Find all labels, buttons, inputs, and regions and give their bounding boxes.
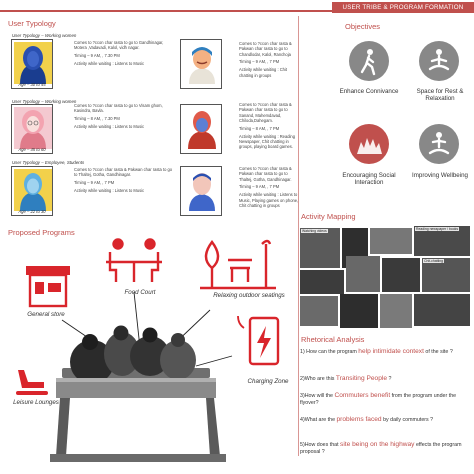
activity-photo-11 bbox=[380, 294, 412, 328]
battery-charging-icon bbox=[238, 316, 278, 364]
persona-5-route: Comes to ?ccon char rasta & Pakwan char rasta to go to Sanand, Mahemdavad, Chiloda,Dahegam. bbox=[239, 102, 292, 123]
persona-1-activity: Activity while waiting : Listens to Music bbox=[74, 61, 145, 67]
persona-6-avatar bbox=[180, 166, 222, 216]
crowd-icon bbox=[349, 124, 389, 164]
persona-4-timing: Timing – 9 AM, , 7 PM bbox=[239, 59, 280, 65]
persona-4-route: Comes to ?ccon char rasta & Pakwan char rasta to go to Chandlodar, Kalol, Ranchoja bbox=[239, 41, 292, 57]
activity-photo-9 bbox=[300, 296, 338, 326]
park-bench-icon bbox=[200, 241, 276, 288]
activity-photo-10 bbox=[340, 294, 378, 328]
persona-2-activity: Activity while waiting : Listens to Music bbox=[74, 124, 145, 130]
objective-3-label: Encouraging Social Interaction bbox=[342, 172, 396, 187]
persona-4-details bbox=[239, 41, 299, 81]
persona-6-timing: Timing – 9 AM, , 7 PM bbox=[239, 184, 280, 190]
lounge-chair-icon bbox=[16, 370, 48, 395]
activity-photo-7 bbox=[382, 258, 420, 292]
objective-2-label: Space for Rest & Relaxation bbox=[416, 88, 464, 103]
persona-5-avatar bbox=[180, 104, 222, 154]
store-icon bbox=[26, 266, 70, 306]
student-avatar-icon bbox=[14, 169, 52, 211]
meditation-icon bbox=[419, 41, 459, 81]
caption-chit-chatting: Chit-chatting bbox=[424, 259, 444, 263]
persona-1-details bbox=[74, 40, 174, 69]
program-outdoor-seating-label: Relaxing outdoor seatings bbox=[213, 292, 285, 299]
activity-photo-3 bbox=[370, 228, 412, 254]
man-avatar-icon bbox=[183, 107, 221, 149]
young-man-avatar-icon bbox=[183, 169, 221, 211]
man-mustache-avatar-icon bbox=[183, 42, 221, 84]
persona-1-age: Age – 30 to 45 bbox=[18, 82, 46, 87]
activity-photo-5 bbox=[300, 270, 344, 294]
persona-3-route: Comes to ?ccon char rasta & Pakwan char rasta to go to Thaltej, Gotha, Gandhinagar. bbox=[74, 167, 173, 178]
persona-1-avatar bbox=[11, 39, 53, 89]
walking-person-icon bbox=[349, 41, 389, 81]
persona-3-avatar bbox=[11, 166, 53, 216]
objective-1-circle bbox=[349, 41, 389, 81]
persona-5-timing: Timing – 8 AM, , 7 PM bbox=[239, 125, 280, 131]
program-food-court-label: Food Court bbox=[124, 289, 156, 296]
persona-3-activity: Activity while waiting : Listens to Music bbox=[74, 188, 145, 194]
persona-3-label: User Typology – Employee, Students bbox=[12, 160, 85, 165]
activity-photo-8 bbox=[422, 258, 470, 292]
persona-3-details bbox=[74, 167, 174, 196]
persona-5-activity: Activity while waiting : Reading Newspaper, Chit chatting in groups, playing board games. bbox=[239, 133, 295, 150]
persona-4-activity: Activity while waiting : Chit chatting in groups bbox=[239, 67, 288, 78]
page-title: USER TRIBE & PROGRAM FORMATION bbox=[332, 2, 474, 13]
objective-1-label: Enhance Connivance bbox=[339, 88, 399, 95]
user-typology-heading: User Typology bbox=[8, 19, 56, 28]
caption-reading: Reading newspaper / books bbox=[416, 227, 459, 231]
caption-watching-videos: Watching videos bbox=[302, 229, 327, 233]
activity-photo-1 bbox=[300, 228, 340, 268]
programs-illustration bbox=[0, 230, 298, 474]
persona-6-activity: Activity while waiting : Listens to Music, Playing games on phone, Chit chatting in groups bbox=[239, 192, 299, 208]
proposed-programs-heading: Proposed Programs bbox=[8, 228, 75, 237]
persona-2-label: User Typology – Working women bbox=[12, 99, 77, 104]
activity-photo-4 bbox=[414, 226, 470, 256]
question-1: 1) How can the program help intimidate context of the site ? bbox=[300, 348, 453, 355]
persona-4-avatar bbox=[180, 39, 222, 89]
objective-4-label: Improving Wellbeing bbox=[412, 172, 468, 179]
question-3: 3)How will the Commuters benefit from the program under the flyover? bbox=[300, 392, 457, 406]
program-general-store-label: General store bbox=[27, 311, 65, 318]
woman-avatar-icon bbox=[14, 42, 52, 84]
persona-1-label: User Typology – Working women bbox=[12, 33, 77, 38]
question-2: 2)Who are this Transiting People ? bbox=[300, 375, 392, 382]
woman-glasses-avatar-icon bbox=[14, 107, 52, 149]
program-charging-zone-label: Charging Zone bbox=[247, 378, 289, 385]
rhetorical-analysis-heading: Rhetorical Analysis bbox=[301, 335, 365, 344]
commuters-on-bench-photo bbox=[50, 326, 226, 463]
column-divider bbox=[298, 16, 299, 456]
header-bar bbox=[0, 0, 474, 14]
persona-2-timing: Timing – 8 AM, , 7.30 PM bbox=[74, 116, 120, 122]
objective-2-circle bbox=[419, 41, 459, 81]
persona-1-timing: Timing – 9 AM, , 7.30 PM bbox=[74, 53, 120, 59]
persona-5-details bbox=[239, 102, 299, 152]
dining-table-icon bbox=[106, 240, 162, 283]
persona-2-avatar bbox=[11, 104, 53, 154]
program-leisure-lounges-label: Leisure Lounges bbox=[13, 399, 59, 406]
persona-6-details bbox=[239, 166, 299, 211]
objective-4-circle bbox=[419, 124, 459, 164]
persona-2-details bbox=[74, 103, 174, 132]
objectives-heading: Objectives bbox=[345, 22, 381, 31]
persona-2-age: Age – 45 to 60 bbox=[18, 147, 46, 152]
persona-2-route: Comes to ?ccon char rasta to go to Visam ghom, Kasindra, Bavla. bbox=[74, 103, 163, 114]
yoga-icon bbox=[419, 124, 459, 164]
activity-mapping-heading: Activity Mapping bbox=[301, 212, 356, 221]
persona-3-timing: Timing – 9 AM, , 7 PM bbox=[74, 180, 115, 186]
activity-photo-12 bbox=[414, 294, 470, 326]
question-4: 4)What are the problems faced by daily commuters ? bbox=[300, 416, 434, 423]
persona-1-route: Comes to ?ccon char rasta to go to Gandhinagar, Motera ,Vadavadi, Kalol, vidh nagar. bbox=[74, 40, 164, 51]
persona-6-route: Comes to ?ccon char rasta & Pakwan char rasta to go to Thaltej, Gotha, Gandhinagar. bbox=[239, 166, 292, 182]
persona-3-age: Age – 22 to 30 bbox=[18, 209, 46, 214]
question-5: 5)How does that site being on the highway effects the program proposal ? bbox=[300, 441, 462, 455]
objective-3-circle bbox=[349, 124, 389, 164]
activity-photo-6 bbox=[346, 256, 380, 292]
